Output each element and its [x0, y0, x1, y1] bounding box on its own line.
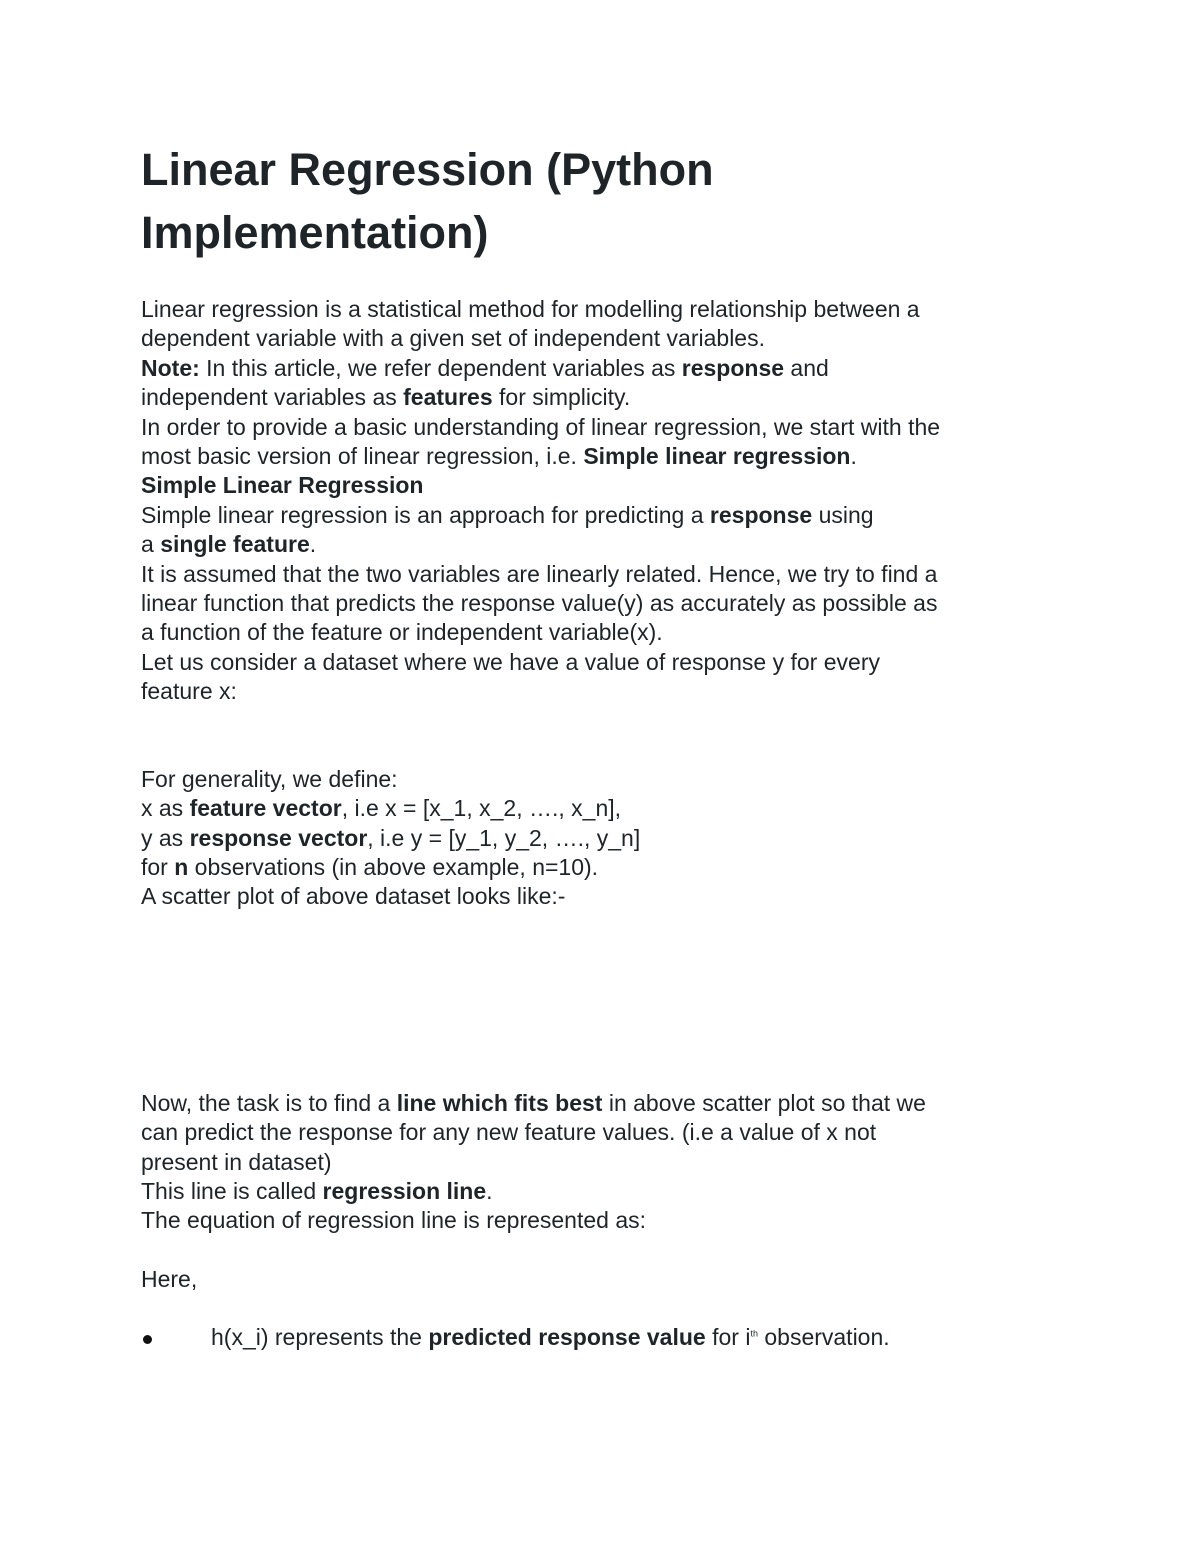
- term-line-which-fits-best: line which fits best: [396, 1089, 603, 1116]
- scatter-plot-placeholder: [141, 912, 1061, 1089]
- bullet-text-part: observation.: [757, 1324, 890, 1351]
- term-predicted-response-value: predicted response value: [428, 1324, 706, 1351]
- term-feature-vector: feature vector: [189, 795, 342, 822]
- bullet-text-part: h(x_i) represents the: [211, 1324, 429, 1351]
- para6-text: .: [486, 1177, 493, 1204]
- title-line-1: Linear Regression (Python: [141, 144, 714, 195]
- here-line: Here,: [141, 1265, 198, 1292]
- para3-line-2: [141, 530, 1061, 559]
- note-text: for simplicity.: [492, 384, 631, 411]
- gen-text: y as: [141, 824, 190, 851]
- para6-line-1: [141, 1089, 1061, 1118]
- para6-line-3: present in dataset): [141, 1148, 332, 1175]
- observations-line: [141, 853, 1061, 882]
- para1-line-2: dependent variable with a given set of independent variables.: [141, 325, 765, 352]
- term-features: features: [403, 384, 493, 411]
- para6-line-5: The equation of regression line is represented as:: [141, 1207, 647, 1234]
- para4-line-3: a function of the feature or independent variable(x).: [141, 619, 663, 646]
- term-response: response: [681, 354, 785, 381]
- title-line-2: Implementation): [141, 207, 489, 258]
- list-item: [141, 1323, 1061, 1352]
- para2-text: most basic version of linear regression, i.e.: [141, 443, 584, 470]
- equation-image-placeholder: [141, 1236, 1061, 1265]
- term-response-vector: response vector: [189, 824, 368, 851]
- para2-text: .: [850, 443, 857, 470]
- scatter-intro-line: A scatter plot of above dataset looks like:-: [141, 883, 566, 910]
- para3-text: Simple linear regression is an approach for predicting a: [141, 501, 710, 528]
- generality-intro: For generality, we define:: [141, 765, 398, 792]
- term-n: n: [174, 853, 189, 880]
- term-single-feature: single feature: [160, 531, 310, 558]
- para3-text: a: [141, 531, 161, 558]
- para6-line-4: [141, 1177, 1061, 1206]
- gen-text: observations (in above example, n=10).: [188, 853, 599, 880]
- document-page: [141, 138, 1061, 1352]
- dataset-image-placeholder: [141, 707, 1061, 765]
- note-line-1: [141, 354, 1061, 383]
- note-text: and: [784, 354, 829, 381]
- para4-line-2: linear function that predicts the response value(y) as accurately as possible as: [141, 590, 938, 617]
- gen-text: for: [141, 853, 175, 880]
- superscript-th: th: [750, 1328, 758, 1339]
- para5-line-2: feature x:: [141, 678, 237, 705]
- section-heading: Simple Linear Regression: [141, 472, 424, 499]
- para2-line-1: In order to provide a basic understanding of linear regression, we start with the: [141, 413, 941, 440]
- para4-line-1: It is assumed that the two variables are linearly related. Hence, we try to find a: [141, 560, 938, 587]
- gen-text: , i.e x = [x_1, x_2, …., x_n],: [341, 795, 622, 822]
- para6-text: in above scatter plot so that we: [602, 1089, 926, 1116]
- gen-text: , i.e y = [y_1, y_2, …., y_n]: [367, 824, 641, 851]
- term-response: response: [709, 501, 813, 528]
- term-simple-linear-regression: Simple linear regression: [583, 443, 851, 470]
- gen-text: x as: [141, 795, 190, 822]
- para3-text: using: [812, 501, 874, 528]
- para6-text: Now, the task is to find a: [141, 1089, 397, 1116]
- para5-line-1: Let us consider a dataset where we have a value of response y for every: [141, 648, 880, 675]
- note-text: In this article, we refer dependent variables as: [199, 354, 682, 381]
- list-item-text: [211, 1323, 890, 1352]
- para3-text: .: [309, 531, 317, 558]
- response-vector-line: [141, 824, 1061, 853]
- para3-line-1: [141, 501, 1061, 530]
- bullet-text-part: for i: [705, 1324, 751, 1351]
- para2-line-2: [141, 442, 1061, 471]
- note-line-2: [141, 383, 1061, 412]
- para6-line-2: can predict the response for any new feature values. (i.e a value of x not: [141, 1119, 877, 1146]
- feature-vector-line: [141, 794, 1061, 823]
- bullet-icon: [143, 1335, 152, 1344]
- page-title: [141, 138, 1061, 264]
- note-text: independent variables as: [141, 384, 404, 411]
- article-body: [141, 295, 1061, 1352]
- para6-text: This line is called: [141, 1177, 323, 1204]
- para1-line-1: Linear regression is a statistical method for modelling relationship between a: [141, 296, 920, 322]
- term-regression-line: regression line: [322, 1177, 487, 1204]
- note-label: Note:: [141, 354, 200, 381]
